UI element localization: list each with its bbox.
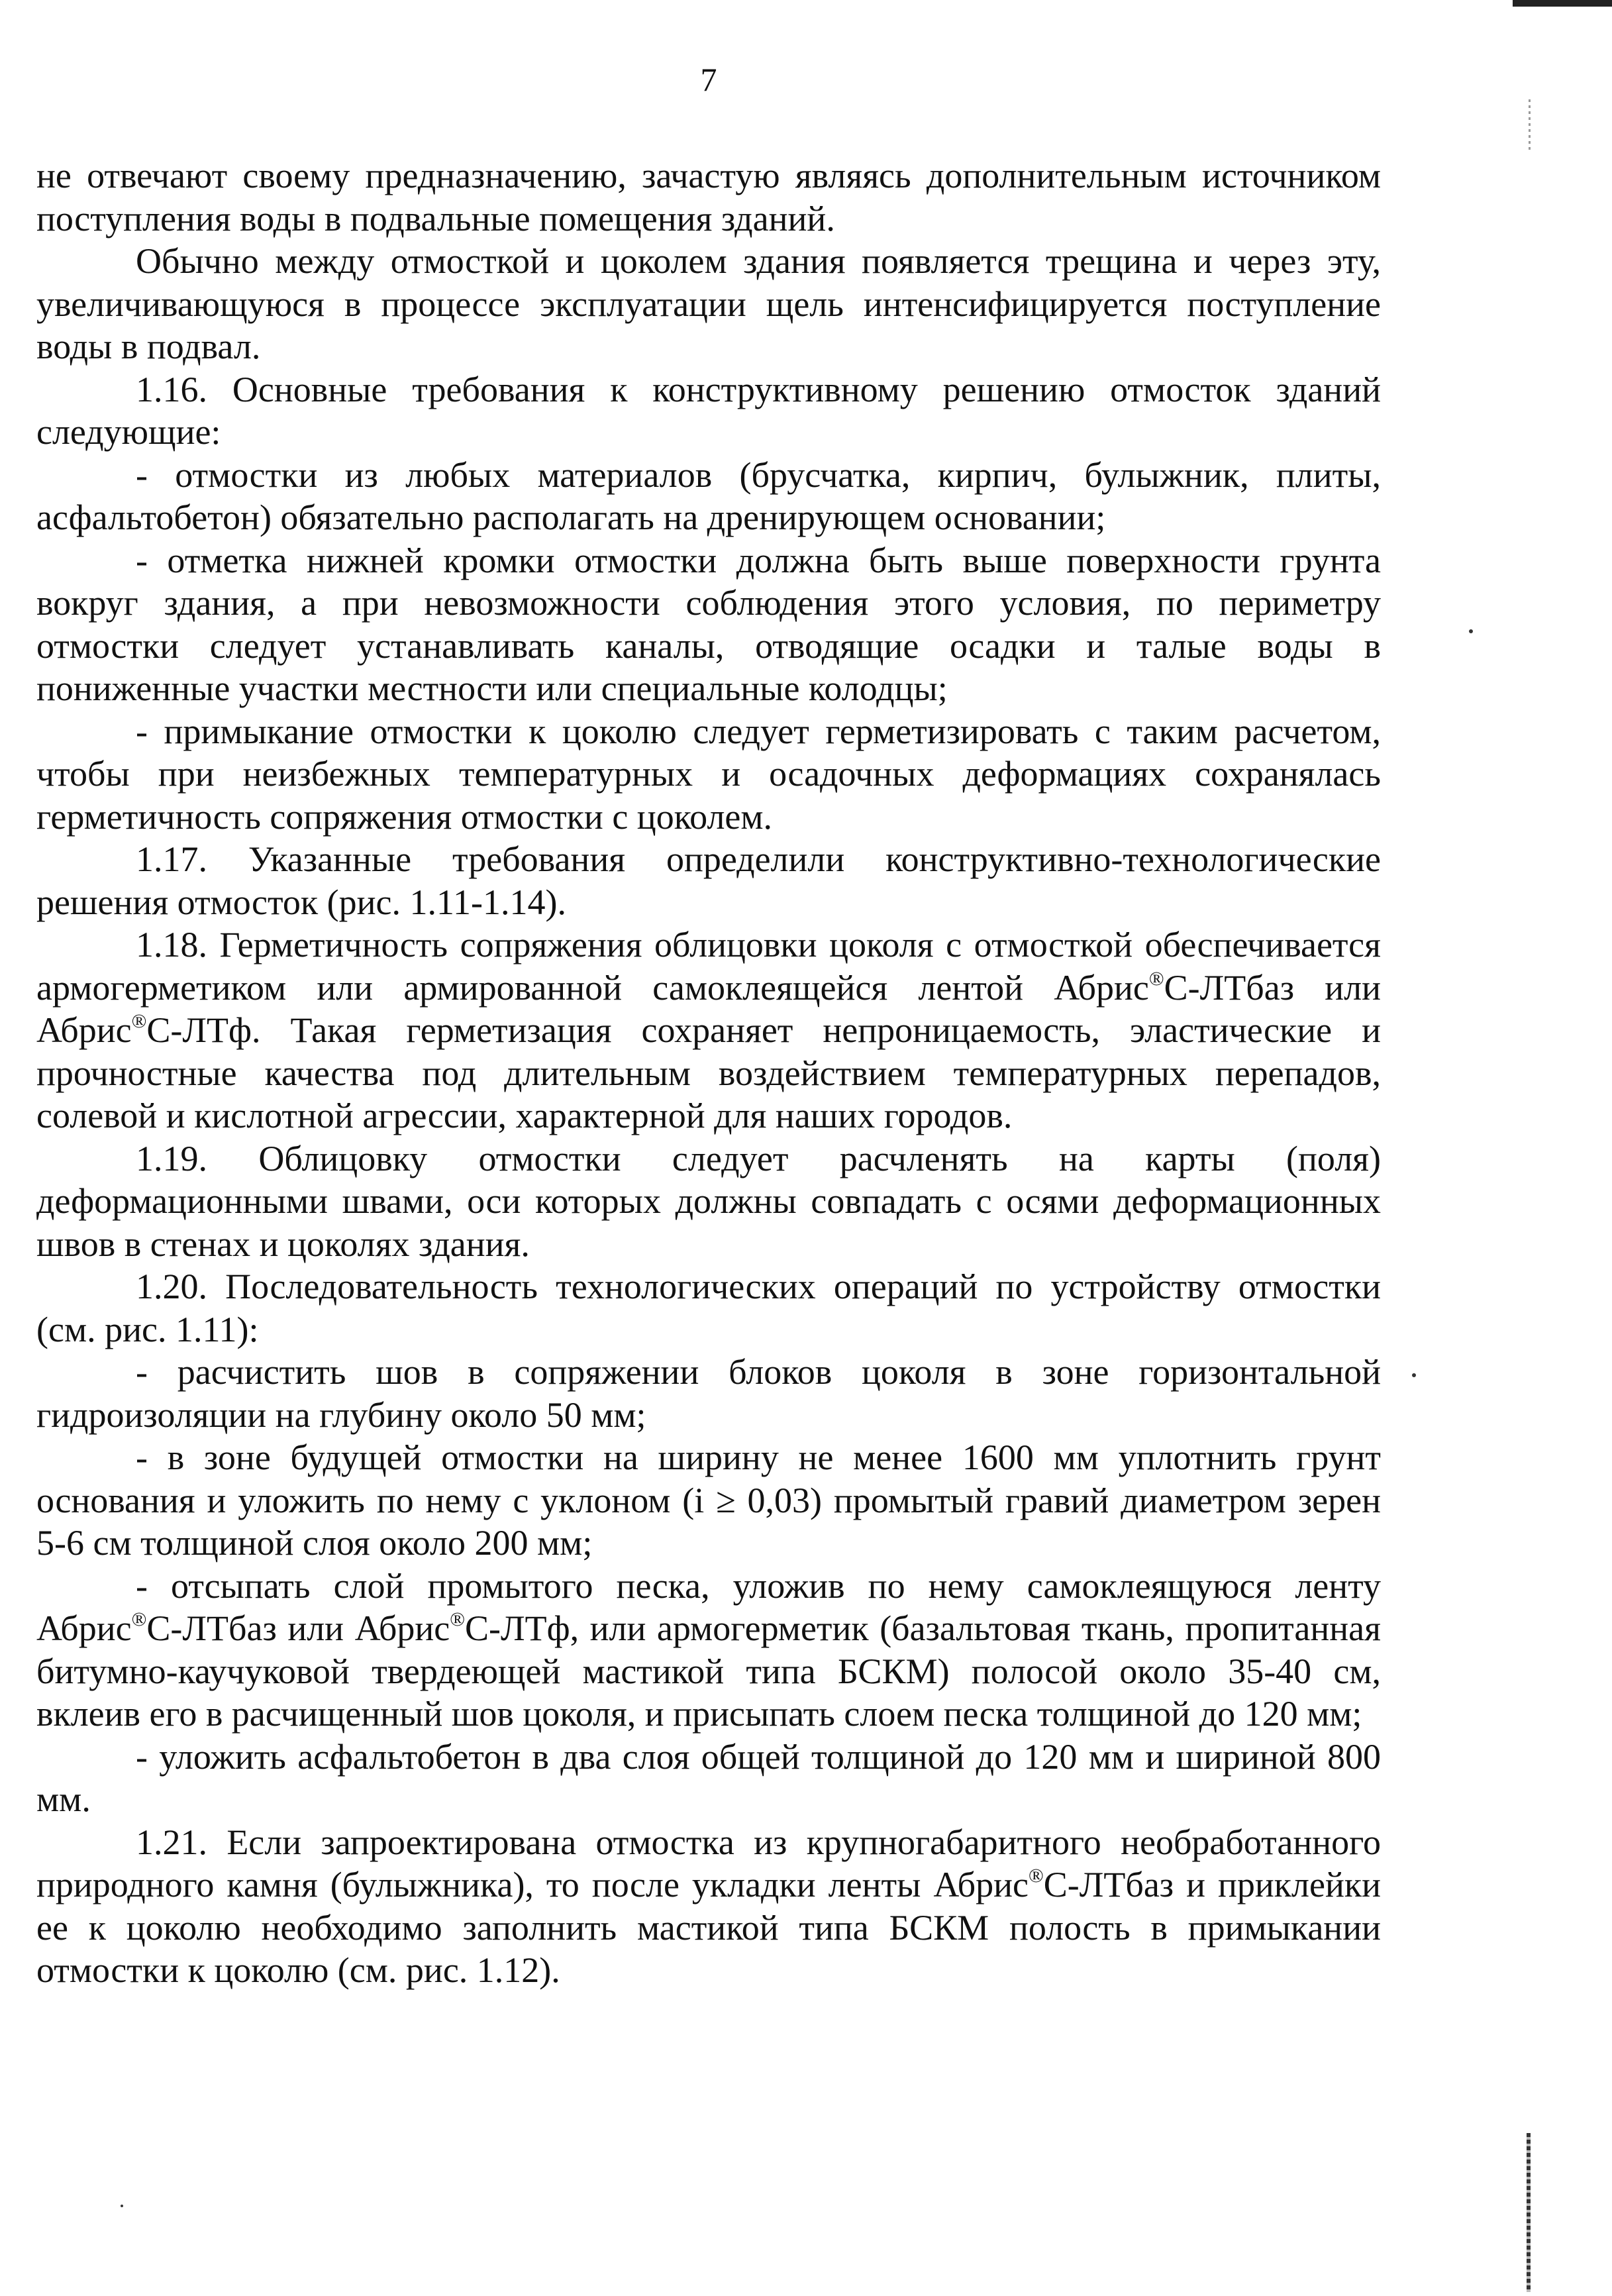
paragraph-text: - расчистить шов в сопряжении блоков цоколя в зоне горизонтальной гидроизоляции на глубину около 50 мм; xyxy=(36,1352,1381,1435)
paragraph-text: 1.16. Основные требования к конструктивному решению отмосток зданий следующие: xyxy=(36,369,1381,452)
paragraph-text: не отвечают своему предназначению, зачастую являясь дополнительным источником поступления воды в подвальные помещения зданий. xyxy=(36,156,1381,238)
paragraph xyxy=(36,1565,1381,1736)
paragraph-text: Обычно между отмосткой и цоколем здания появляется трещина и через эту, увеличивающуюся в процессе эксплуатации щель интенсифицируется поступление воды в подвал. xyxy=(36,241,1381,366)
paragraph-text: - в зоне будущей отмостки на ширину не менее 1600 мм уплотнить грунт основания и уложить по нему с уклоном (i ≥ 0,03) промытый гравий диаметром зерен 5-6 см толщиной слоя около 200 мм; xyxy=(36,1437,1381,1563)
scan-artifact-dot xyxy=(121,2205,123,2207)
paragraph-text: - отмостки из любых материалов (брусчатка, кирпич, булыжник, плиты, асфальтобетон) обязательно располагать на дренирующем основании; xyxy=(36,454,1381,537)
paragraph xyxy=(36,1351,1381,1436)
paragraph xyxy=(36,1265,1381,1351)
paragraph xyxy=(36,154,1381,240)
paragraph-text: 1.21. Если запроектирована отмостка из крупногабаритного необработанного природного камня (булыжника), то после укладки ленты Абрис xyxy=(36,1822,1381,1905)
scan-artifact-top-bar xyxy=(1513,0,1612,7)
paragraph-text: - отметка нижней кромки отмостки должна быть выше поверхности грунта вокруг здания, а при невозможности соблюдения этого условия, по периметру отмостки следует устанавливать каналы, отводящие осадки и талые воды в пониженные участки местности или специальные колодцы; xyxy=(36,540,1381,708)
paragraph xyxy=(36,454,1381,539)
scan-artifact-edge-mark xyxy=(1529,99,1531,152)
paragraph-text: С-ЛТбаз и приклейки ее к цоколю необходимо заполнить мастикой типа БСКМ полость в примыкании отмостки к цоколю (см. рис. 1.12). xyxy=(36,1865,1381,1990)
paragraph-text: С-ЛТф, или армогерметик (базальтовая ткань, пропитанная битумно-каучуковой твердеющей мастикой типа БСКМ) полосой около 35-40 см, вклеив его в расчищенный шов цоколя, и присыпать слоем песка толщиной до 120 мм; xyxy=(36,1608,1381,1734)
registered-mark: ® xyxy=(131,1010,147,1032)
paragraph xyxy=(36,1137,1381,1266)
registered-mark: ® xyxy=(1028,1865,1044,1887)
paragraph xyxy=(36,539,1381,710)
paragraph-text: С-ЛТбаз или Абрис xyxy=(146,1608,450,1648)
paragraph-text: - уложить асфальтобетон в два слоя общей толщиной до 120 мм и шириной 800 мм. xyxy=(36,1736,1381,1819)
registered-mark: ® xyxy=(450,1608,465,1630)
paragraph xyxy=(36,1736,1381,1821)
paragraph-text: - отсыпать слой промытого песка, уложив по нему самоклеящуюся ленту Абрис xyxy=(36,1565,1381,1648)
registered-mark: ® xyxy=(1148,967,1164,990)
paragraph xyxy=(36,923,1381,1137)
registered-mark: ® xyxy=(131,1608,147,1630)
paragraph xyxy=(36,710,1381,839)
paragraph-text: 1.20. Последовательность технологических операций по устройству отмостки (см. рис. 1.11): xyxy=(36,1267,1381,1349)
paragraph-text: 1.17. Указанные требования определили конструктивно-технологические решения отмосток (рис. 1.11-1.14). xyxy=(36,839,1381,922)
paragraph-text: С-ЛТбаз или Абрис xyxy=(36,967,1381,1050)
scan-artifact-dot xyxy=(1412,1373,1416,1377)
paragraph xyxy=(36,1821,1381,1992)
paragraph xyxy=(36,838,1381,923)
paragraph xyxy=(36,240,1381,368)
paragraph xyxy=(36,1436,1381,1565)
paragraph xyxy=(36,368,1381,454)
paragraph-text: - примыкание отмостки к цоколю следует герметизировать с таким расчетом, чтобы при неизбежных температурных и осадочных деформациях сохранялась герметичность сопряжения отмостки с цоколем. xyxy=(36,711,1381,837)
scan-artifact-dot xyxy=(1469,629,1473,633)
page-number: 7 xyxy=(700,61,717,98)
body-text xyxy=(36,154,1381,1992)
scan-artifact-right-edge xyxy=(1527,2133,1531,2292)
paragraph-text: С-ЛТф. Такая герметизация сохраняет непроницаемость, эластические и прочностные качества под длительным воздействием температурных перепадов, солевой и кислотной агрессии, характерной для наших городов. xyxy=(36,1010,1381,1135)
paragraph-text: 1.18. Герметичность сопряжения облицовки цоколя с отмосткой обеспечивается армогерметиком или армированной самоклеящейся лентой Абрис xyxy=(36,925,1381,1008)
paragraph-text: 1.19. Облицовку отмостки следует расчленять на карты (поля) деформационными швами, оси которых должны совпадать с осями деформационных швов в стенах и цоколях здания. xyxy=(36,1138,1381,1264)
